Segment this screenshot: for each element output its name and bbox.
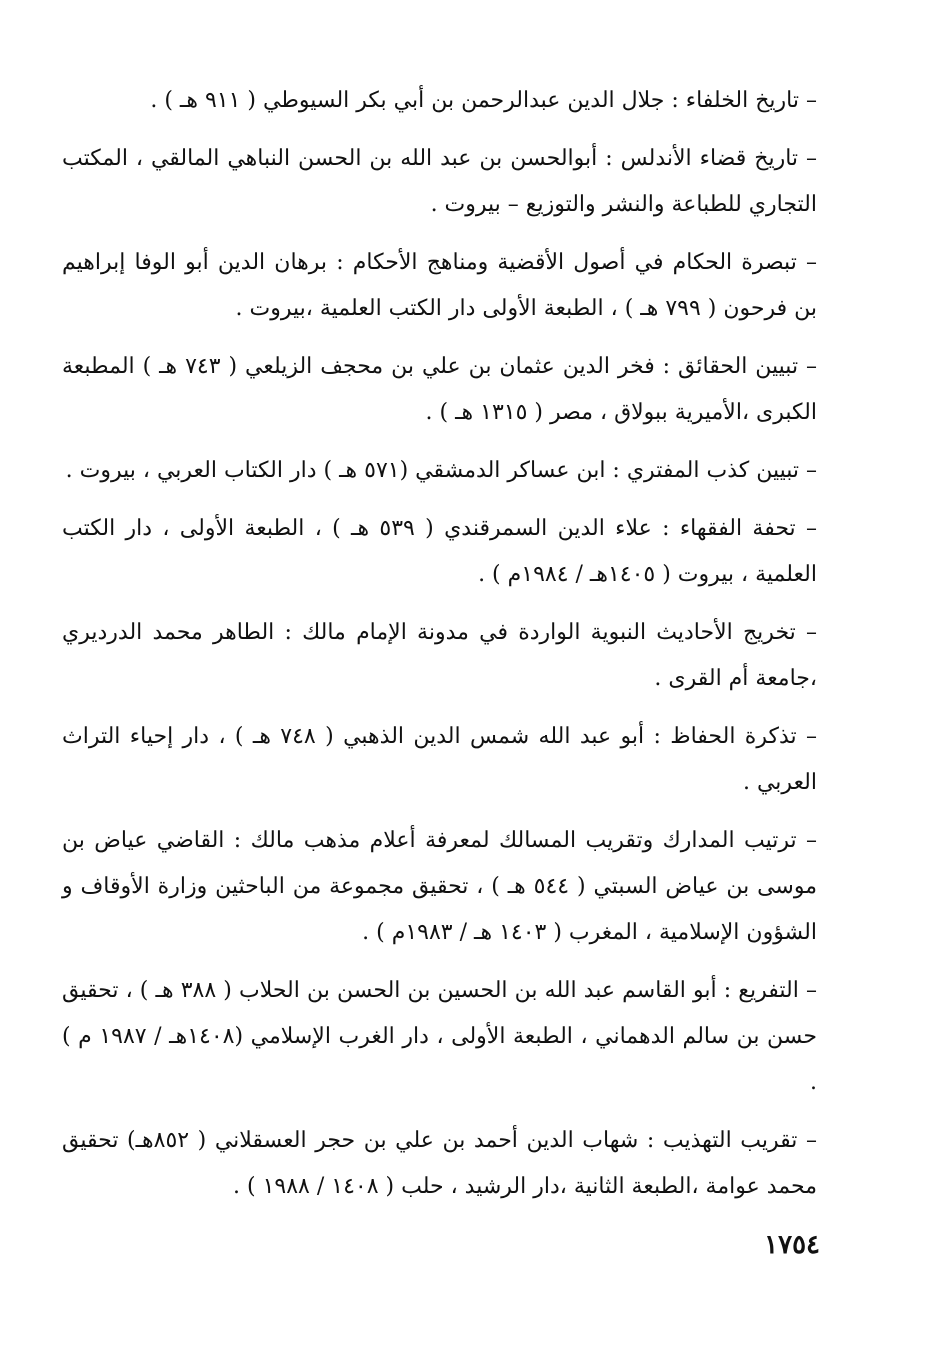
bibliography-entry: – تاريخ الخلفاء : جلال الدين عبدالرحمن بن أبي بكر السيوطي ( ٩١١ هـ ) . — [150, 88, 817, 113]
bibliography-entry: – تاريخ قضاء الأندلس : أبوالحسن بن عبد الله بن الحسن النباهي المالقي ، المكتب التجاري للطباعة والنشر والتوزيع – بيروت . — [62, 146, 817, 217]
bibliography-entry: – تخريج الأحاديث النبوية الواردة في مدونة الإمام مالك : الطاهر محمد الدرديري ،جامعة أم القرى . — [62, 620, 817, 691]
bibliography-entry: – تذكرة الحفاظ : أبو عبد الله شمس الدين الذهبي ( ٧٤٨ هـ ) ، دار إحياء التراث العربي . — [62, 724, 817, 795]
bibliography-entry: – ترتيب المدارك وتقريب المسالك لمعرفة أعلام مذهب مالك : القاضي عياض بن موسى بن عياض السبتي ( ٥٤٤ هـ ) ، تحقيق مجموعة من الباحثين وزارة الأوقاف و الشؤون الإسلامية ، المغرب ( ١٤٠٣ هـ / ١٩٨٣م ) . — [62, 828, 817, 945]
bibliography-entry: – تحفة الفقهاء : علاء الدين السمرقندي ( ٥٣٩ هـ ) ، الطبعة الأولى ، دار الكتب العلمية ، بيروت ( ١٤٠٥هـ / ١٩٨٤م ) . — [62, 516, 817, 587]
page-number: ١٧٥٤ — [764, 1230, 820, 1260]
bibliography-entry: – تقريب التهذيب : شهاب الدين أحمد بن علي بن حجر العسقلاني ( ٨٥٢هـ) تحقيق محمد عوامة ،الطبعة الثانية ،دار الرشيد ، حلب ( ١٤٠٨ / ١٩٨٨ ) . — [62, 1128, 817, 1199]
bibliography-entry: – تبصرة الحكام في أصول الأقضية ومناهج الأحكام : برهان الدين أبو الوفا إبراهيم بن فرحون ( ٧٩٩ هـ ) ، الطبعة الأولى دار الكتب العلمية ،بيروت . — [62, 250, 817, 321]
bibliography-list — [62, 78, 817, 1222]
bibliography-entry: – تبيين كذب المفتري : ابن عساكر الدمشقي (٥٧١ هـ ) دار الكتاب العربي ، بيروت . — [65, 458, 817, 483]
bibliography-entry: – التفريع : أبو القاسم عبد الله بن الحسين بن الحسن بن الحلاب ( ٣٨٨ هـ ) ، تحقيق حسن بن سالم الدهماني ، الطبعة الأولى ، دار الغرب الإسلامي (١٤٠٨هـ / ١٩٨٧ م ) . — [62, 978, 818, 1095]
bibliography-entry: – تبيين الحقائق : فخر الدين عثمان بن علي بن محجف الزيلعي ( ٧٤٣ هـ ) المطبعة الكبرى ،الأميرية ببولاق ، مصر ( ١٣١٥ هـ ) . — [62, 354, 817, 425]
